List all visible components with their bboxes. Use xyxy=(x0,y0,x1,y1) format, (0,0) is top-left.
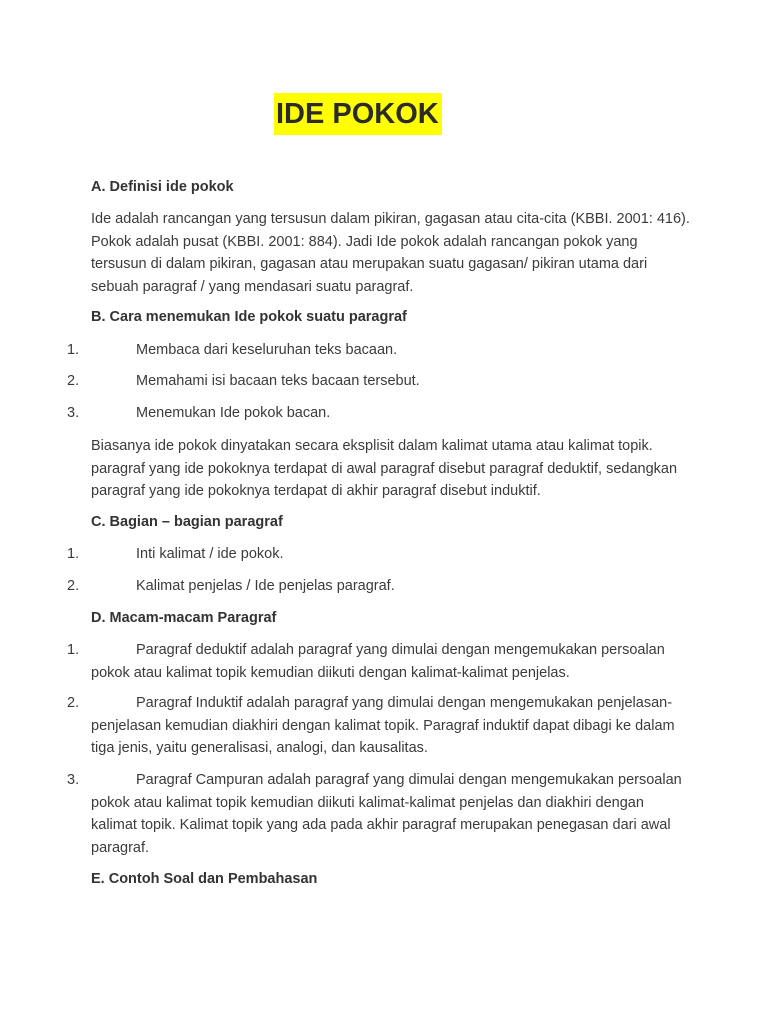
section-c-heading: C. Bagian – bagian paragraf xyxy=(91,514,283,530)
list-item xyxy=(67,543,692,566)
list-item xyxy=(67,339,692,362)
list-item xyxy=(67,769,692,859)
section-b-heading: B. Cara menemukan Ide pokok suatu paragraf xyxy=(91,309,407,325)
section-e-heading: E. Contoh Soal dan Pembahasan xyxy=(91,871,318,887)
list-number: 1. xyxy=(67,546,80,562)
list-text: Menemukan Ide pokok bacan. xyxy=(136,405,331,421)
list-item xyxy=(67,575,692,598)
list-text: Memahami isi bacaan teks bacaan tersebut. xyxy=(136,373,420,389)
list-number: 3. xyxy=(67,405,80,421)
list-text: Inti kalimat / ide pokok. xyxy=(136,546,284,562)
list-text: Kalimat penjelas / Ide penjelas paragraf. xyxy=(136,578,395,594)
section-b-paragraph: Biasanya ide pokok dinyatakan secara eksplisit dalam kalimat utama atau kalimat topik. paragraf yang ide pokoknya terdapat di awal paragraf disebut paragraf deduktif, sedangkan paragraf yang ide pokoknya terdapat di akhir paragraf disebut induktif. xyxy=(91,438,678,499)
list-number: 1. xyxy=(67,342,80,358)
list-item xyxy=(67,370,692,393)
list-number: 2. xyxy=(67,373,80,389)
page-title: IDE POKOK xyxy=(274,93,442,135)
list-text: Paragraf Campuran adalah paragraf yang dimulai dengan mengemukakan persoalan pokok atau kalimat topik kemudian diikuti kalimat-kalimat penjelas dan diakhiri dengan kalimat topik. Kalimat topik yang ada pada akhir paragraf merupakan penegasan dari awal paragraf. xyxy=(91,772,682,856)
list-number: 3. xyxy=(67,772,80,788)
list-item xyxy=(67,402,692,425)
list-item xyxy=(67,639,692,684)
list-text: Paragraf Induktif adalah paragraf yang dimulai dengan mengemukakan penjelasan-penjelasan kemudian diakhiri dengan kalimat topik. Paragraf induktif dapat dibagi ke dalam tiga jenis, yaitu generalisasi, analogi, dan kausalitas. xyxy=(91,695,675,756)
list-number: 2. xyxy=(67,695,80,711)
list-text: Paragraf deduktif adalah paragraf yang dimulai dengan mengemukakan persoalan pokok atau kalimat topik kemudian diikuti dengan kalimat-kalimat penjelas. xyxy=(91,642,665,681)
list-number: 2. xyxy=(67,578,80,594)
section-a-paragraph: Ide adalah rancangan yang tersusun dalam pikiran, gagasan atau cita-cita (KBBI. 2001: 416). Pokok adalah pusat (KBBI. 2001: 884). Jadi Ide pokok adalah rancangan pokok yang tersusun di dalam pikiran, gagasan atau merupakan suatu gagasan/ pikiran utama dari sebuah paragraf / yang mendasari suatu paragraf. xyxy=(91,211,690,295)
list-number: 1. xyxy=(67,642,80,658)
list-item xyxy=(67,692,692,760)
title-wrapper xyxy=(274,93,442,135)
list-text: Membaca dari keseluruhan teks bacaan. xyxy=(136,342,398,358)
section-a-heading: A. Definisi ide pokok xyxy=(91,179,234,195)
section-d-heading: D. Macam-macam Paragraf xyxy=(91,610,277,626)
